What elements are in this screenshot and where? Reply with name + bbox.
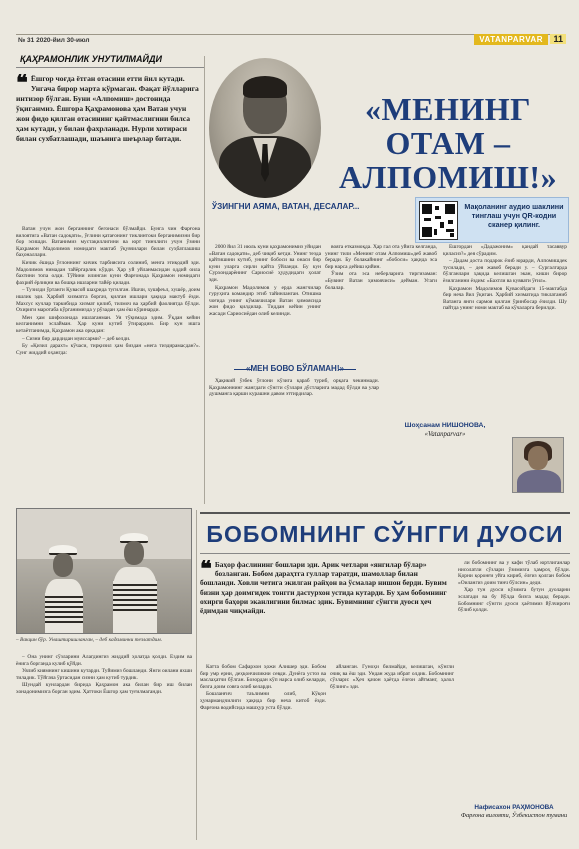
- audio-qr-box[interactable]: [415, 197, 569, 243]
- paragraph: Уялиб киямнинг кишини кутарди. Туйимиз бошланди. Янги оилани яхши тиладик. Тўйгача ўртасидан сизни ҳам кутиб турдик.: [16, 668, 192, 681]
- paragraph: Катта бобом Сафархон ҳожи Алишер эди. Бобом бир умр ерни, деҳқончиликни севди. Дунёга устоз ва маслаҳатчи бўлган. Бозордан кўп нарса олиб келарди, бизга доим совға олиб келарди.: [200, 664, 326, 690]
- author-name: Шоҳсанам НИШОНОВА,: [404, 422, 486, 429]
- qr-instruction-text: Мақоланинг аудио шаклини тинглаш учун QR-кодни сканер қилинг.: [464, 202, 564, 229]
- article1-column-1: [16, 226, 200, 504]
- article2-column-3: [458, 560, 570, 800]
- paragraph: ли бобомнинг ва у кафи тўлаб юртлиганлар нисолатли сўзлари ўзимизга ҳамроҳ бўлди. Қорни қоронғи уйга кириб, ёлғиз қолган бобом «Оилангиз доим тинч бўлсин» деди.: [458, 560, 570, 586]
- article1-column-2a: [209, 244, 321, 358]
- paragraph: Ўзим ота эса неберларига тиргизаман: «Бувинг Ватан ҳимоячиси» дейман. Угаги болалар.: [325, 271, 437, 291]
- page-number: 11: [550, 34, 566, 44]
- article2-byline: [458, 804, 570, 820]
- sailors-photo-caption: – Вакцин бўр. Унаштиришланган, – деб кадаминни тезлатдим.: [16, 637, 163, 643]
- newspaper-name: VATANPARVAR: [474, 34, 548, 45]
- column-divider: [204, 56, 205, 504]
- paragraph: Ҳар тун дуоси кўзимга бутун дуоларни эслатади ва бу йўлда бизга мадад беради. Бобомнинг сўнгги дуоси ҳаётимиз йўлчироғи бўлиб қолди.: [458, 587, 570, 614]
- article1-column-2b: [209, 378, 379, 504]
- paragraph: Қаҳрамон Мадолимов у ерда жангчилар гуруҳига командир этиб тайинланган. Отишма чоғида унинг кўмакчилари Ватан ҳимоясида жон фидо қилдилар. Тиддан кейин унинг жасади Сариосиёдан олиб келинди.: [209, 284, 321, 317]
- page-header: [16, 34, 566, 48]
- author-role: «Vatanparvar»: [424, 430, 466, 438]
- article2-lead: [200, 560, 454, 656]
- article2-column-1: [200, 664, 326, 840]
- paragraph: – Сизни бир дардидан муяссарми? – деб келди.: [22, 335, 131, 342]
- article1-column-3a: [325, 244, 437, 358]
- paragraph: Мен ҳам шифохонада ишлаганман. Уя тўқимада эдим. Ўқдан кейин келганимни эслайман. Ҳар куни кутиб ўтирардим. Бир кун ишга кетаётганимда, Қаҳрамон ака орқадан:: [16, 314, 200, 334]
- paragraph: – Тузилди ўртанги Қувасой шаҳрида тугилган. Ишчи, хушфеъл, хушёр, доим ишлик эди. Ҳарбий хизматга боргач, қилган ишлари ҳақида мактуб ёзди. Махсус кучлар таркибида хизмат қилиб, тилмоч ва ҳарбий фаолиятда бўлди. Охириги маротаба кўрганимизда у рўзадан ҳам ёш кўринарди.: [16, 287, 200, 314]
- article1-column-1-cont: [16, 654, 192, 840]
- pull-quote: «МЕН БОВО БЎЛАМАН!»: [240, 364, 350, 373]
- quote-mark-icon: ❝: [200, 560, 212, 581]
- paragraph: 2000 йил 31 июль куни қаҳрамонимиз уйидан «Ватан садоқати», деб чиқиб кетди. Унинг тезда қайтишини кутиб, унинг бобоси ва онаси бир куни уларга сирли қайта ўйланди. Бу кун Сурхондарёнинг Сариосиё ҳудудидаги ҳолат эди.: [209, 244, 321, 283]
- issue-date: № 31 2020-йил 30-июл: [18, 37, 90, 44]
- paragraph: Бошланғич таълимни олиб, Кўқон ҳунармандчилиги ҳақида бир неча китоб ёзди. Фарғона водийсида машҳур уста бўлди.: [200, 691, 326, 711]
- paragraph: вояга етказмоқда. Ҳар гал ота уйига келганда, унинг тили «Менинг отам Алпомиш»деб жавоб беради. Бу болакайнинг «бобоси» ҳақида эса бир нарса дейиш қийин.: [325, 244, 437, 270]
- author-role: Фарғона вилояти, Ўзбекистон тумани: [460, 812, 568, 819]
- section-rubric: ҚАҲРАМОНЛИК УНУТИЛМАЙДИ: [16, 52, 204, 68]
- article1-title: «МЕНИНГ ОТАМ – АЛПОМИШ!»: [338, 91, 558, 195]
- author-name: Нафисахон РАҲМОНОВА: [474, 804, 554, 811]
- article1-lead: [16, 74, 200, 222]
- paragraph: Шундай кунлардан бирида Қаҳрамон ака билан бир иш билан хонадонимизга борган эдим. Ҳаттоки Ёшгор ҳам туғилмаганди.: [16, 682, 192, 695]
- paragraph: айланган. Гуноҳи билмайди, келишган, кўнгли очиқ ва ёш эди. Ундан жуда ибрат олдик. Бобомнинг сўзлари: «Ҳеч қачон ҳаётда ёлғон айтманг, ҳалол бўлинг» эди.: [330, 664, 454, 690]
- qr-code-icon[interactable]: [419, 201, 458, 240]
- paragraph: Ватан учун жон берганнинг бегонаси бўлмайди. Бунга чин Фарғона вилоятига «Ватан садоқати», ўғлини қатағонинг тиклинтоки берганимизни бир бор эсишди. Ватанимиз мустақиллигини ва юрт тинчлиги учун ўзини Қаҳрамон Мадолимов номидаги мактаб ўқувчилари билан суҳбатлашиш баҳоналлари.: [16, 226, 200, 259]
- paragraph: Ёшгордан «Дадажоним» қандай тасаввур қиласиз?» дея сўрадим.: [443, 244, 567, 257]
- article2-lead-text: Баҳор фаслининг бошлари эди. Арик четлари «янгилар бўлар» бозланган. Бобом дараҳтга гуллар таратди, шамоллар билан бошланди. Ховли четига экилган райҳон ва ўсмалар нишон берди. Бувим бизни ҳар доимгидек тонгги дастурхон устида кутарди. Бу ҳам бобомнинг охирги баҳори эканлигини билмас эдик. Бувимнинг сўнгги дуоси ҳеч ёдимдан чиқмайди.: [200, 560, 447, 616]
- paragraph: – Она унинг сўзларини Алагдингиз жиддий ҳолатда қолди. Ёздим ва ёнига борганда кулиб қўйди.: [16, 654, 192, 667]
- article1-lead-text: Ёшгор чоғда ётган отасини етти йил кутади. Унгача бирор марта кўрмаган. Фақат йўлларига интизор бўлган. Буни «Алпомиш» достонида ўқиганмиз. Ёшгора Қаҳрамонова ҳам Ватан учун жон фидо қилган отасининг қайтмаслигини билса ҳам кутади, у билан фахрланади. Нурли хотираси билан сухбатлашади, шаънига шеърлар битади.: [16, 74, 199, 143]
- paragraph: Бу «Қизил дарахт» кўчаси, тирқизил ҳам биздан «нега тиздирамасдан?». Сунг жиддий оҳангда:: [16, 343, 200, 356]
- article2-column-2: [330, 664, 454, 840]
- paragraph: Ҳақикий ўзбек ўғлони кўзига қараб туриб, орқага чекинмади. Қаҳрамоннинг жангдаги сўнгги сўзлари дўстларига мадад бўлди ва улар душманга қарши курашни давом эттирдилар.: [209, 378, 379, 398]
- article1-byline: [380, 422, 510, 439]
- paragraph: Кичик ёшида ўғлоннинг кичик тарбиясига солиниб, менга этиқодий эди. Мадолимов нимадан тайёргарлик кўрди. Ҳар уй уйланмасидан оддий оила бахтини топа олди. Тўйини илинган куни Фарғонада Қаҳрамон номидаги фахрий ёрлиқни ва бошқа ишларни тайёр қилади.: [16, 259, 200, 286]
- article2-title: БОБОМНИНГ СЎНГГИ ДУОСИ: [200, 512, 570, 554]
- paragraph: – Дадам доста подарок ёзиб юрарди, Алпомишдек тусилади, – дея жавоб беради у. – Сургалгарда бўлганлари ҳақида келишган экан, киши бирор ёзилганини ёздим: «Бахтли ва куввати ўғил».: [443, 258, 567, 284]
- paragraph: Қаҳрамон Мадолимов Қувасойдаги 15-мактабда бир неча йил ўқиган. Ҳарбий хизматида тиклатаниб Ватанга янги сармоя қилган ўринбосар ёзилди. Шу пайтда унинг номи мактаб ва кўчаларга берилди.: [443, 285, 567, 312]
- article1-column-4: [443, 244, 567, 430]
- author-photo: [512, 437, 564, 493]
- sailors-photo: [16, 508, 192, 634]
- column-divider: [196, 510, 197, 840]
- article1-photo-caption: ЎЗИНГНИ АЯМА, ВАТАН, ДЕСАЛАР...: [212, 202, 360, 211]
- soldier-portrait-photo: [209, 58, 321, 198]
- quote-mark-icon: ❝: [16, 74, 28, 95]
